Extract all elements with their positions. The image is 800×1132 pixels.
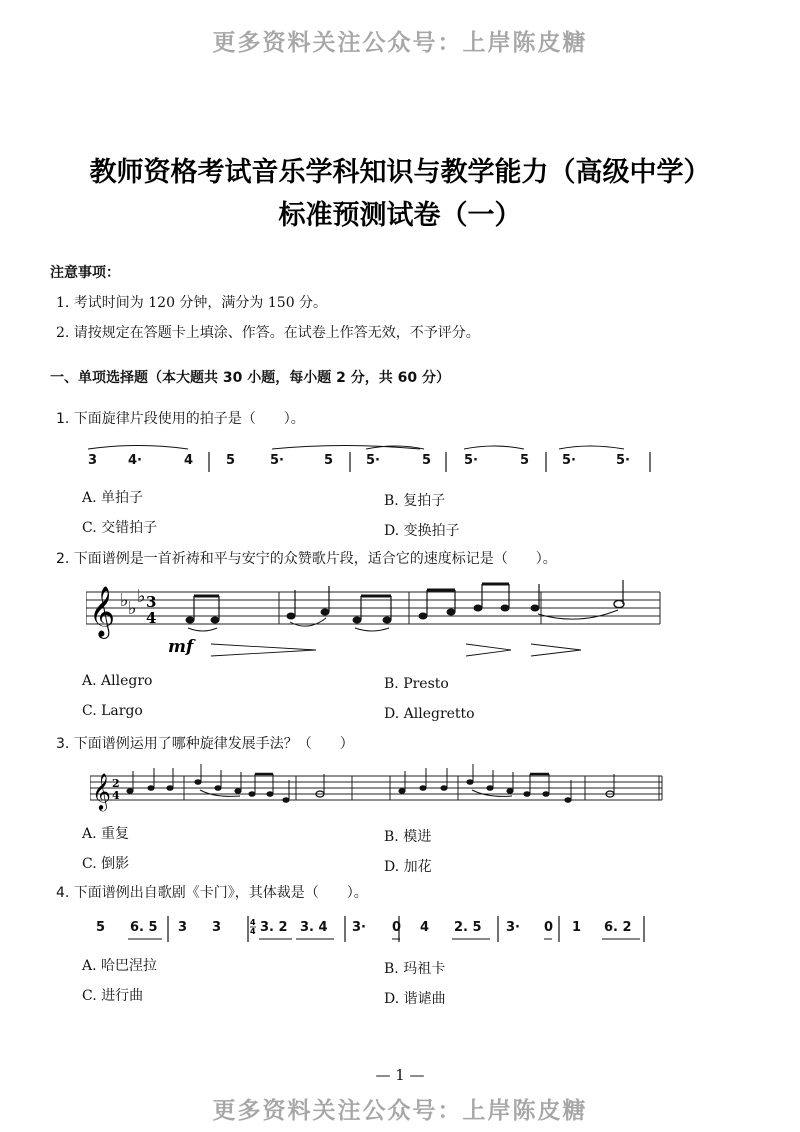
svg-text:4: 4	[112, 789, 120, 802]
jianpu-note: 5	[226, 453, 236, 468]
jianpu-note: 5·	[270, 453, 284, 468]
jianpu-note: 3·	[352, 920, 366, 935]
question-3-option-a: A. 重复	[82, 826, 130, 842]
dynamic-mark: mf	[168, 637, 194, 657]
svg-text:4: 4	[250, 927, 256, 936]
svg-text:2: 2	[112, 777, 120, 790]
jianpu-note: 6. 2	[604, 920, 632, 935]
question-4-option-a: A. 哈巴涅拉	[82, 958, 158, 974]
question-3-option-d: D. 加花	[384, 859, 432, 875]
question-4-option-d: D. 谐谑曲	[384, 991, 446, 1007]
question-2-staff	[86, 578, 664, 660]
section-heading: 一、单项选择题（本大题共 30 小题，每小题 2 分，共 60 分）	[50, 370, 450, 386]
jianpu-note: 4	[184, 453, 194, 468]
question-1-option-d: D. 变换拍子	[384, 523, 460, 539]
svg-text:3: 3	[146, 593, 157, 611]
question-1-stem: 1. 下面旋律片段使用的拍子是（ ）。	[56, 411, 305, 427]
jianpu-note: 0	[392, 920, 402, 935]
svg-text:♭: ♭	[120, 590, 129, 611]
question-2-option-c: C. Largo	[82, 703, 143, 719]
treble-clef-icon: 𝄞	[92, 772, 111, 810]
notice-item-2: 2. 请按规定在答题卡上填涂、作答。在试卷上作答无效，不予评分。	[56, 325, 480, 341]
notice-heading: 注意事项：	[50, 265, 120, 281]
question-1-option-c: C. 交错拍子	[82, 520, 158, 536]
jianpu-note: 6. 5	[130, 920, 158, 935]
jianpu-note: 5	[520, 453, 530, 468]
question-3-option-c: C. 倒影	[82, 856, 130, 872]
title-line1: 教师资格考试音乐学科知识与教学能力（高级中学）	[89, 157, 711, 188]
question-4-stem: 4. 下面谱例出自歌剧《卡门》，其体裁是（ ）。	[56, 885, 368, 901]
watermark-top: 更多资料关注公众号：上岸陈皮糖	[212, 30, 588, 56]
jianpu-note: 5·	[616, 453, 630, 468]
jianpu-note: 0	[544, 920, 554, 935]
title-line2: 标准预测试卷（一）	[278, 200, 522, 231]
jianpu-note: 3·	[506, 920, 520, 935]
jianpu-note: 5	[324, 453, 334, 468]
question-2-option-d: D. Allegretto	[384, 706, 475, 722]
notice-item-1: 1. 考试时间为 120 分钟，满分为 150 分。	[56, 295, 328, 311]
question-3-stem: 3. 下面谱例运用了哪种旋律发展手法？（ ）	[56, 736, 354, 752]
jianpu-note: 5·	[366, 453, 380, 468]
question-4-option-b: B. 玛祖卡	[384, 961, 446, 977]
jianpu-note: 3	[212, 920, 222, 935]
treble-clef-icon: 𝄞	[89, 586, 116, 637]
question-3-staff	[90, 762, 664, 812]
question-1-jianpu	[84, 440, 664, 474]
jianpu-note: 5	[96, 920, 106, 935]
jianpu-note: 3. 2	[260, 920, 288, 935]
jianpu-note: 4·	[128, 453, 142, 468]
question-2-option-b: B. Presto	[384, 676, 449, 692]
svg-text:♭: ♭	[128, 598, 137, 619]
question-2-stem: 2. 下面谱例是一首祈祷和平与安宁的众赞歌片段，适合它的速度标记是（ ）。	[56, 551, 557, 567]
page-number: — 1 —	[375, 1066, 425, 1084]
svg-text:♭: ♭	[137, 586, 146, 607]
jianpu-note: 5·	[464, 453, 478, 468]
watermark-bottom: 更多资料关注公众号：上岸陈皮糖	[212, 1098, 588, 1124]
question-1-option-a: A. 单拍子	[82, 490, 144, 506]
jianpu-note: 3	[178, 920, 188, 935]
question-3-option-b: B. 模进	[384, 829, 432, 845]
jianpu-note: 2. 5	[454, 920, 482, 935]
jianpu-note: 5	[422, 453, 432, 468]
jianpu-note: 4	[420, 920, 430, 935]
jianpu-note: 1	[572, 920, 582, 935]
jianpu-note: 3	[88, 453, 98, 468]
question-4-jianpu	[94, 912, 654, 946]
svg-text:4: 4	[250, 918, 256, 927]
jianpu-note: 3. 4	[300, 920, 328, 935]
jianpu-note: 5·	[562, 453, 576, 468]
svg-text:4: 4	[146, 609, 157, 627]
question-4-option-c: C. 进行曲	[82, 988, 144, 1004]
question-2-option-a: A. Allegro	[82, 673, 153, 689]
question-1-option-b: B. 复拍子	[384, 493, 446, 509]
